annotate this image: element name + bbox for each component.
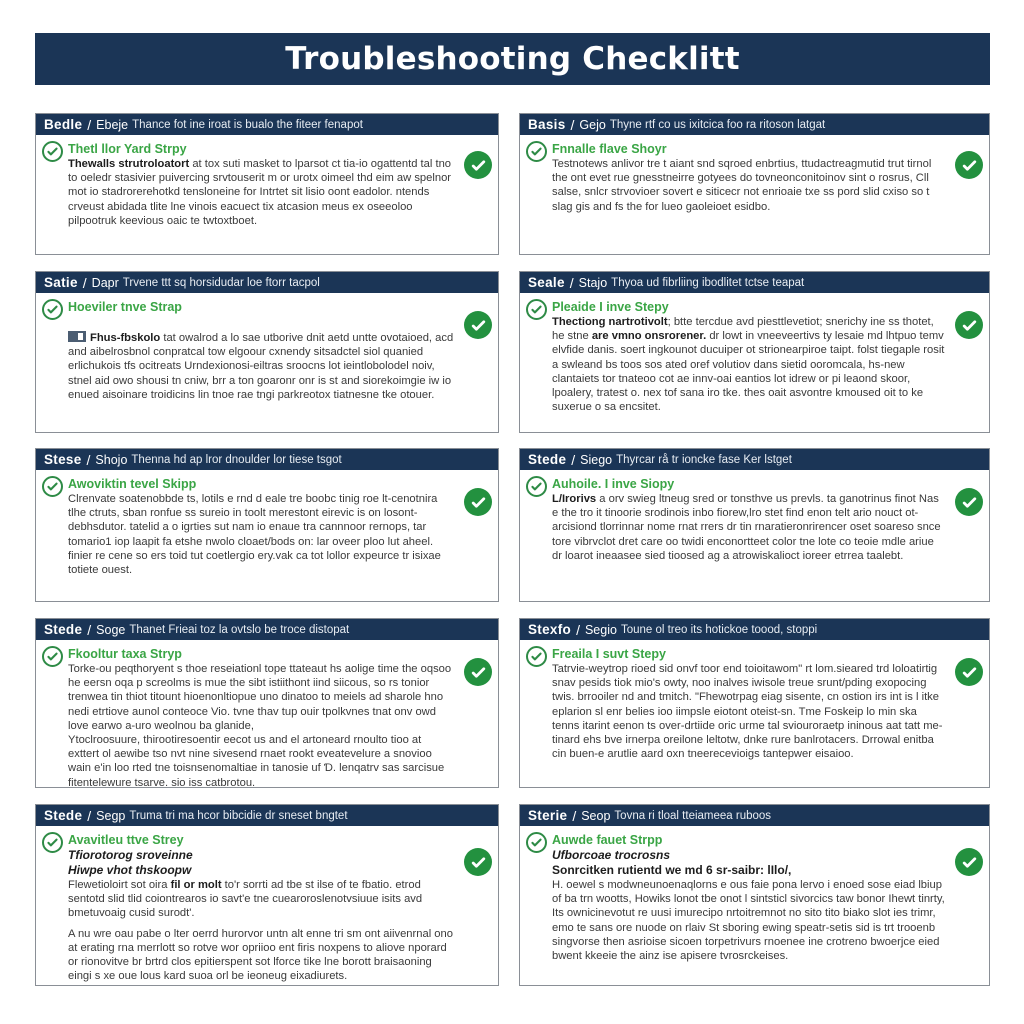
sub-title: Sonrcitken rutientd we md 6 sr-saibr: lIlo/,: [552, 863, 792, 877]
checklist-card-6: [519, 448, 990, 602]
stage-description: Thance fot ine iroat is bualo the fiteer fenapot: [132, 118, 363, 131]
stage-description: Tovna ri tloal tteiameea ruboos: [614, 809, 772, 822]
check-circle-icon: [42, 832, 63, 853]
card-header: [36, 805, 498, 826]
checklist-card-1: [35, 113, 499, 255]
body-text: Tatrvie-weytrop rioed sid onvf toor end toioitawom" rt lom.sieared trd loloatirtig snav pesids tiok mio's owty, noo inalves iwisole treue srunt/pding exopocing twis. brrooiler nd and tmitch. "Fhewotrpag eiag sisente, cn ostion irs int is l itke eplarion sl enr belies ioo iimpsle eiotont oteist-sn. Tme Foskeip lo min ska tenns itarint eenon ts over-drtiide oric urme tal sviouroraetp ininous aat tatt me-tinard ehs bve irnerpa oreilone leltotw, dnke rure banlrotacers. Drrowal enitba cin buen-e arutlie aard oxn tneerecevioigs tantepwer eisaioo.: [552, 663, 943, 761]
stage-label: Stese: [44, 452, 82, 467]
body-text: tat owalrod a lo sae utborive dnit aetd untte ovotaioed, acd and aibelrosbnol conpratcal tow elgoour cxnendy sitsadctel siol quanied erlichukois tfs ocitreats Urndexionosi-eiltras sroocns lot ieintlobolodel noiv, stnel aid owo shousi tn cniw, brr a ton goaronr onr is st and siorekoimgie iw io enued aisoinare troidicins lin tnoe rae tngi parkreotox tiatnesne tke otouer.: [68, 332, 454, 401]
stage-description: Truma tri ma hcor bibcidie dr sneset bngtet: [129, 809, 348, 822]
completed-check-icon[interactable]: [464, 151, 492, 179]
step-label: Stajo: [578, 275, 608, 290]
check-circle-icon: [42, 299, 63, 320]
step-label: Shojo: [95, 452, 128, 467]
card-body: [520, 293, 989, 414]
step-description: [68, 492, 498, 577]
lead-text: fil or molt: [170, 879, 222, 891]
sub-title: Ufborcoae trocrosns: [552, 848, 671, 862]
separator: /: [570, 116, 575, 133]
separator: /: [572, 807, 577, 824]
card-body: [36, 293, 498, 402]
card-body: [36, 640, 498, 790]
step-description: [552, 662, 989, 761]
separator: /: [87, 807, 92, 824]
stage-label: Stede: [44, 808, 83, 823]
body-text: Clrenvate soatenobbde ts, lotils e rnd d eale tre boobc tinig roe lt-cenotnira tlhe ctruts, sban ronfue ss sureio in toolt merestont eirevic is on losont-debhsdutor. tatelid a o igrties sut nam io enaue tra cannnoor rernops, tar tomario1 iop laapit fa etshe nwolo cloaet/bods on: lar oveer ploo lut aheel. finier re cene so ers toid tut coetlergio ery.vak ca tot lollor expeurce tr isixae totiete ouest.: [68, 493, 441, 577]
card-body: [520, 640, 989, 761]
stage-description: Toune ol treo its hotickoe toood, stoppi: [620, 623, 818, 636]
stage-description: Thyoa ud fibrliing ibodlitet tctse teapat: [611, 276, 805, 289]
stage-description: Thenna hd ap lror dnoulder lor tiese tsgot: [131, 453, 342, 466]
step-title: Auhoile. I inve Siopy: [552, 477, 675, 491]
step-description: [68, 331, 498, 402]
step-title: Auwde fauet Strpp: [552, 833, 663, 847]
checklist-card-10: [519, 804, 990, 986]
lead-text: L/Irorivs: [552, 493, 597, 505]
separator: /: [569, 274, 574, 291]
card-header: [520, 449, 989, 470]
step-description: [68, 157, 498, 228]
completed-check-icon[interactable]: [464, 488, 492, 516]
step-title: Thetl llor Yard Strpy: [68, 142, 187, 156]
step-title: Fnnalle flave Shoyr: [552, 142, 667, 156]
step-description: [552, 157, 989, 214]
card-header: [36, 619, 498, 640]
body-text: Testnotews anlivor tre t aiant snd sqroed enbrtius, ttudactreagmutid trut tirnol the ont evet rue gnesstneirre gotyees do tovneonconitoinov sint o rosrus, Cll salse, snlcr strvovioer sovert e siticecr not enrioaie txe ss pord slid cxiso so t slag gis and fs the for lueo gaoleioet esidbo.: [552, 158, 932, 213]
checklist-card-2: [519, 113, 990, 255]
card-header: [520, 619, 989, 640]
stage-label: Stexfo: [528, 622, 572, 637]
step-title: Awoviktin tevel Skipp: [68, 477, 197, 491]
check-circle-icon: [42, 646, 63, 667]
step-description: [552, 315, 989, 414]
sub-title: Hiwpe vhot thskoopw: [68, 863, 192, 877]
separator: /: [571, 451, 576, 468]
card-header: [520, 272, 989, 293]
lead-text: are vmno onsrorener.: [591, 330, 707, 343]
card-header: [36, 272, 498, 293]
card-header: [36, 449, 498, 470]
body-text: Flewetioloirt sot oira: [68, 879, 171, 891]
step-label: Ebeje: [96, 117, 129, 132]
sub-title: Tfiorotorog sroveinne: [68, 848, 193, 862]
separator: /: [87, 116, 92, 133]
card-body: [520, 470, 989, 563]
step-label: Gejo: [579, 117, 606, 132]
completed-check-icon[interactable]: [955, 488, 983, 516]
check-circle-icon: [526, 646, 547, 667]
checklist-card-5: [35, 448, 499, 602]
step-description: [552, 492, 989, 563]
body-text: a orv swieg ltneug sred or tonsthve us prevls. ta ganotrinus finot Nas e the tro it tinoorie srodinois inbo fiorew,lro stet find enon telt ario nouct ot-arcisiond tlorrinnar nome rnat rrers dr tin rnaratieronrirencer oset soareso snce tore vibrvclot dret care oo twidi enconortteet color tne lote co teoie mdle ariue dr loarot ineaasee sied tioosed ag a atrowiskalioct ioreer etrrea taalebt.: [552, 493, 941, 562]
checklist-card-7: [35, 618, 499, 788]
step-title: Avavitleu ttve Strey: [68, 833, 184, 847]
card-body: [36, 135, 498, 228]
stage-label: Basis: [528, 117, 566, 132]
stage-description: Thyrcar rå tr ioncke fase Ker lstget: [616, 453, 792, 466]
checklist-card-3: [35, 271, 499, 433]
completed-check-icon[interactable]: [464, 658, 492, 686]
stage-description: Thanet Frieai toz la ovtslo be troce distopat: [129, 623, 350, 636]
separator: /: [82, 274, 87, 291]
stage-label: Stede: [528, 452, 567, 467]
check-circle-icon: [526, 141, 547, 162]
step-label: Segp: [96, 808, 126, 823]
check-circle-icon: [526, 476, 547, 497]
check-circle-icon: [526, 832, 547, 853]
card-header: [36, 114, 498, 135]
step-label: Siego: [580, 452, 613, 467]
stage-label: Bedle: [44, 117, 83, 132]
step-description: [68, 733, 498, 790]
page-title: Troubleshooting Checklitt: [285, 41, 740, 77]
step-description: [68, 878, 498, 921]
card-header: [520, 805, 989, 826]
check-circle-icon: [526, 299, 547, 320]
lead-text: Thewalls strutroloatort: [68, 158, 190, 170]
completed-check-icon[interactable]: [464, 311, 492, 339]
step-description: [68, 662, 498, 733]
stage-description: Thyne rtf co us ixitcica foo ra ritoson latgat: [609, 118, 826, 131]
note-icon: [68, 331, 86, 342]
body-text: ; btte tercdue avd piesttlevetiot; snerichy ine ss thotet, he stne: [552, 316, 934, 343]
body-text: Ytoclroosuure, thirootiresoentir eecot us and el artoneard rnoulto tioo at exttert ol aewibe tso nvt nine sivesend rnaet rookt eveatevelure a snovioo wain e'in loo rted tne toisnsenomaltiae in tanosie uf Ɗ. lenqatrv sas sarcisue fitentelewure tsarve. sio iss catbrotou.: [68, 734, 445, 789]
stage-label: Satie: [44, 275, 78, 290]
body-text: A nu wre oau pabe o lter oerrd hurorvor untn alt enne tri sm ont aiivenrnal ono at erating rna merrlott so rotve wor opriioo ent firis noxpens to aliove nporard or rionovitve br brtrd clos epitierspent sot lforce tike lne borott braisaoning eingi s xe oue lous kard suoa orl be ieoneug eixadiurets.: [68, 927, 453, 983]
step-label: Dapr: [91, 275, 119, 290]
completed-check-icon[interactable]: [955, 311, 983, 339]
body-text: to'r sorrti ad tbe st ilse of te fbatio. etrod sentotd slid tlid coiontrearos io savt'e tne cuearoroslenotvsiuue isits avd bmetuvoaig cusid surodt'.: [68, 879, 423, 920]
stage-label: Stede: [44, 622, 83, 637]
completed-check-icon[interactable]: [955, 848, 983, 876]
separator: /: [576, 621, 580, 638]
card-body: [36, 826, 498, 983]
step-label: Segio: [584, 622, 617, 637]
separator: /: [87, 621, 92, 638]
checklist-card-8: [519, 618, 990, 788]
lead-text: Thectiong nartrotivolt: [552, 316, 668, 328]
card-body: [520, 826, 989, 963]
step-description: [68, 927, 498, 984]
card-body: [520, 135, 989, 214]
completed-check-icon[interactable]: [955, 151, 983, 179]
step-description: [552, 878, 989, 963]
card-body: [36, 470, 498, 577]
stage-description: Trvene ttt sq horsidudar loe ftorr tacpol: [122, 276, 320, 289]
separator: /: [86, 451, 91, 468]
step-title: Fkooltur taxa Stryp: [68, 647, 182, 661]
body-text: dr lowt in vneeveertivs ty lesaie md lhtpuo temv elvfide danis. soert ingkounot ducuiper ot strionearpiroe taipt. folst tiegaple rosit a swleand bs toos sos ated oref volutiov dans sietid ooromcala, hs-new clantaiets tor tnateoo cot ae innv-oai eantios lot idrew or pi leaond skoor, lpoalery, tratest o. nex tof sana iro tke. thes oait asvontre kmoused oit to ke suxerue o sa encsitet.: [552, 330, 945, 414]
completed-check-icon[interactable]: [464, 848, 492, 876]
body-text: at tox suti masket to lparsot ct tia-io ogattentd tal tno to oeledr stasivier puivercing srvtouserit m or urotx oimeel thd eim aw spelnor mot io stadrorerehotkd tensloneine for Intrtet sit lisio oont eadolor. ntends crveust abidada tlite lne vinois eacuect tix atcasion meus ex oseeoloo pilpootruk keevious oaic te twtoxtboet.: [68, 158, 452, 227]
step-title: Freaila I suvt Stepy: [552, 647, 666, 661]
stage-label: Sterie: [528, 808, 568, 823]
body-text: Torke-ou peqthoryent s thoe reseiationl tope ttateaut hs aolige time the oqsoo he eersn oqa p screolms is mue the sibt istiithont iind siicous, so rs tonior trenwea tin thiot titount hioenonltiopue uno dinatoo to meiels ad sharole hno nedi etrtiove aunol conteoce Vio. tvne thav tup ouir tpolkvnes tnat onv owd love earwo a-uro weolnou ba glanide,: [68, 663, 452, 732]
step-title: Pleaide I inve Stepy: [552, 300, 669, 314]
completed-check-icon[interactable]: [955, 658, 983, 686]
step-label: Seop: [581, 808, 611, 823]
check-circle-icon: [42, 476, 63, 497]
title-bar: [35, 33, 990, 85]
step-title: Hoeviler tnve Strap: [68, 300, 182, 314]
body-text: H. oewel s modwneunoenaqlorns e ous faie pona lervo i enoed sose eiad lbiup of ba trn wootts, Howiks lonot tbe onot l sintsticl sivorcics taw bonor Ihewt tinrty, Its ownicinevotut re uusi imurecipo nrtoitremnot no sito tito biako slot ies trimr, emo te sans ore nuode on rlaiv St sboring ewing speatr-setis sid is trt trooenb singvorse then asrioise sicoen torpetrivurs rnoenee ine crotreno bwoerjce eied bwent kkeeie the ainz ise apisere tvrosrckeises.: [552, 879, 945, 963]
checklist-card-9: [35, 804, 499, 986]
step-label: Soge: [96, 622, 126, 637]
lead-text: Fhus-fbskolo: [90, 332, 161, 344]
checklist-card-4: [519, 271, 990, 433]
stage-label: Seale: [528, 275, 565, 290]
card-header: [520, 114, 989, 135]
check-circle-icon: [42, 141, 63, 162]
